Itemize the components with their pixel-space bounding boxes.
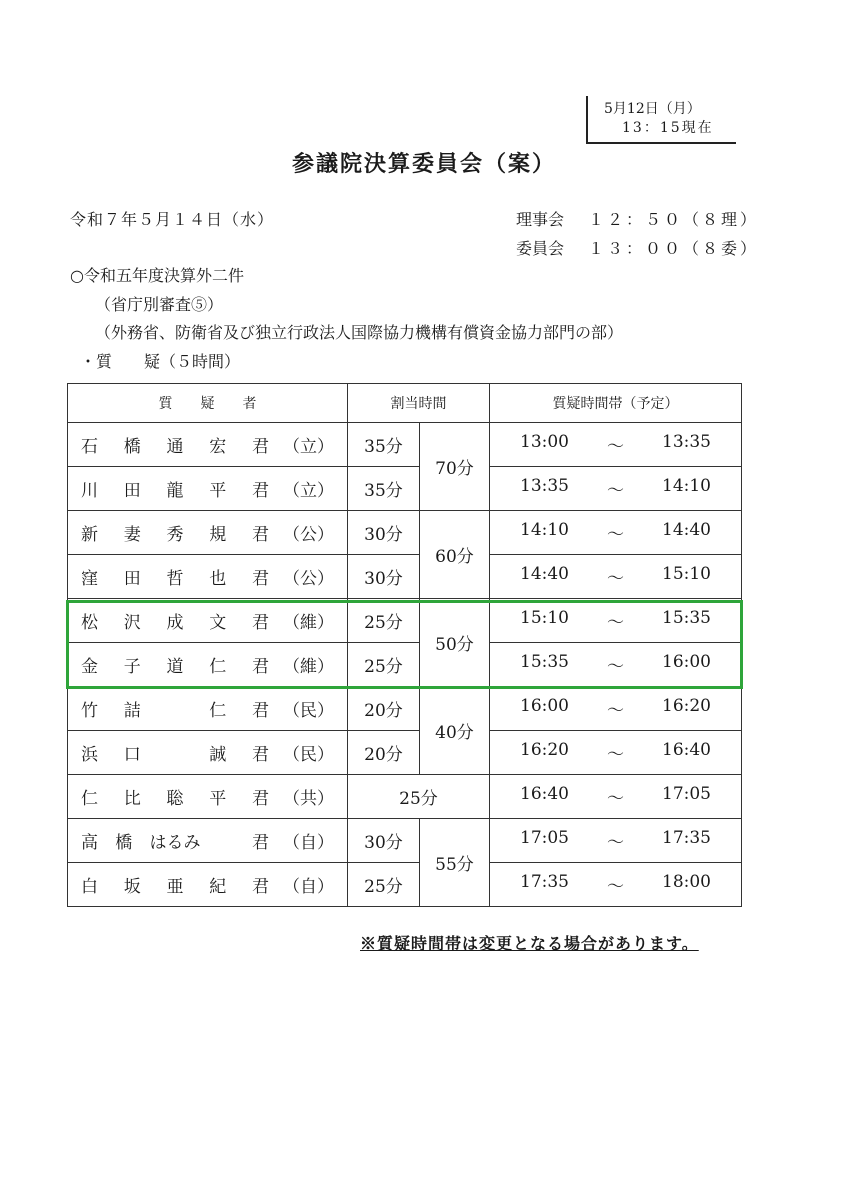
- table-row: [68, 819, 742, 863]
- slot-separator: 〜: [607, 877, 624, 897]
- name-char: 龍: [166, 481, 184, 501]
- party-label: （維）: [283, 613, 334, 633]
- name-char: 仁: [209, 657, 227, 677]
- name-char: 聡: [166, 789, 184, 809]
- name-char: 君: [252, 437, 269, 457]
- name-char: 文: [209, 613, 227, 633]
- name-char: 窪: [81, 569, 98, 589]
- name-char: 君: [252, 525, 269, 545]
- time-slot: [490, 740, 741, 765]
- table-row: [68, 467, 742, 511]
- name-char: 君: [252, 613, 269, 633]
- name-char: 規: [209, 525, 227, 545]
- questioner-name: [81, 564, 269, 589]
- time-slot: [490, 476, 741, 501]
- table-row: [68, 687, 742, 731]
- name-char: 仁: [81, 789, 98, 809]
- questioner-cell: [68, 467, 348, 511]
- allotted-time: 20分: [348, 731, 420, 775]
- name-char: 松: [81, 613, 98, 633]
- board-meeting-value: １２：５０（８理）: [588, 210, 760, 229]
- slot-start: 16:40: [520, 784, 569, 804]
- name-char: 君: [252, 569, 269, 589]
- header-time-slot: 質疑時間帯（予定）: [490, 384, 742, 423]
- name-char: 也: [209, 569, 227, 589]
- name-char: 君: [252, 745, 269, 765]
- slot-end: 17:05: [662, 784, 711, 804]
- stamp-time: 13：15現在: [622, 120, 714, 136]
- questioner-name: [81, 476, 269, 501]
- name-char: 誠: [209, 745, 227, 765]
- time-slot: [490, 608, 741, 633]
- slot-end: 16:20: [662, 696, 711, 716]
- name-char: 石: [81, 437, 98, 457]
- slot-separator: 〜: [607, 569, 624, 589]
- slot-end: 14:10: [662, 476, 711, 496]
- name-char: 橋: [123, 437, 141, 457]
- table-row: [68, 423, 742, 467]
- stamp-date: 5月12日（月）: [604, 101, 701, 117]
- name-char: 君: [252, 877, 269, 897]
- time-slot-cell: [490, 643, 742, 687]
- committee-meeting-time: [516, 236, 759, 259]
- name-char: 田: [123, 481, 141, 501]
- time-slot-cell: [490, 467, 742, 511]
- name-char: 紀: [209, 877, 227, 897]
- time-slot-cell: [490, 555, 742, 599]
- slot-start: 14:10: [520, 520, 569, 540]
- slot-start: 13:35: [520, 476, 569, 496]
- table-row: [68, 643, 742, 687]
- slot-separator: 〜: [607, 437, 624, 457]
- party-label: （維）: [283, 657, 334, 677]
- questioner-name: [81, 828, 269, 853]
- name-char: 君: [252, 833, 269, 853]
- name-char: はるみ: [149, 833, 201, 853]
- name-char: 道: [166, 657, 184, 677]
- slot-separator: 〜: [607, 525, 624, 545]
- slot-start: 14:40: [520, 564, 569, 584]
- board-meeting-time: [516, 207, 759, 230]
- time-slot-cell: [490, 819, 742, 863]
- name-char: 坂: [123, 877, 141, 897]
- table-row: [68, 863, 742, 907]
- name-char: 浜: [81, 745, 98, 765]
- name-char: 沢: [123, 613, 141, 633]
- slot-separator: 〜: [607, 745, 624, 765]
- questioner-cell: [68, 423, 348, 467]
- party-label: （公）: [283, 569, 334, 589]
- slot-end: 16:00: [662, 652, 711, 672]
- questioner-cell: [68, 555, 348, 599]
- name-char: 平: [209, 481, 227, 501]
- table-header-row: [68, 384, 742, 423]
- allotted-time: 30分: [348, 511, 420, 555]
- slot-separator: 〜: [607, 701, 624, 721]
- slot-start: 16:20: [520, 740, 569, 760]
- questioner-cell: [68, 511, 348, 555]
- committee-meeting-value: １３：００（８委）: [588, 239, 760, 258]
- questioner-cell: [68, 643, 348, 687]
- name-char: 秀: [166, 525, 184, 545]
- name-char: 竹: [81, 701, 98, 721]
- table-row: [68, 555, 742, 599]
- allotted-time: 30分: [348, 555, 420, 599]
- allotted-time: 30分: [348, 819, 420, 863]
- questioner-cell: [68, 819, 348, 863]
- slot-start: 15:35: [520, 652, 569, 672]
- name-char: 平: [209, 789, 227, 809]
- slot-start: 13:00: [520, 432, 569, 452]
- name-char: 子: [123, 657, 141, 677]
- slot-start: 16:00: [520, 696, 569, 716]
- slot-start: 17:05: [520, 828, 569, 848]
- questioner-name: [81, 696, 269, 721]
- as-of-stamp: [586, 96, 736, 144]
- party-label: （民）: [283, 701, 334, 721]
- name-char: 宏: [209, 437, 227, 457]
- slot-separator: 〜: [607, 613, 624, 633]
- party-label: （民）: [283, 745, 334, 765]
- slot-end: 16:40: [662, 740, 711, 760]
- header-allotted-time: 割当時間: [348, 384, 490, 423]
- party-total-time: 55分: [420, 819, 490, 907]
- slot-separator: 〜: [607, 789, 624, 809]
- name-char: 哲: [166, 569, 184, 589]
- board-meeting-label: 理事会: [516, 210, 565, 229]
- slot-separator: 〜: [607, 657, 624, 677]
- name-char: 白: [81, 877, 98, 897]
- allotted-time: 25分: [348, 599, 420, 643]
- time-slot: [490, 696, 741, 721]
- slot-start: 15:10: [520, 608, 569, 628]
- table-row: [68, 731, 742, 775]
- time-slot-cell: [490, 775, 742, 819]
- name-char: 詰: [123, 701, 141, 721]
- questioner-name: [81, 652, 269, 677]
- party-total-time: 70分: [420, 423, 490, 511]
- party-total-time: 40分: [420, 687, 490, 775]
- time-slot: [490, 652, 741, 677]
- table-row: [68, 775, 742, 819]
- agenda-item: ○令和五年度決算外二件: [70, 266, 244, 285]
- slot-end: 14:40: [662, 520, 711, 540]
- name-char: [167, 696, 184, 721]
- meeting-date: 令和７年５月１４日（水）: [70, 210, 275, 229]
- table-row: [68, 511, 742, 555]
- name-char: 亜: [166, 877, 184, 897]
- allotted-time: 35分: [348, 423, 420, 467]
- name-char: 金: [81, 657, 98, 677]
- name-char: 新: [81, 525, 98, 545]
- name-char: 田: [123, 569, 141, 589]
- name-char: 妻: [123, 525, 141, 545]
- name-char: 橋: [115, 833, 133, 853]
- page-title: 参議院決算委員会（案）: [291, 151, 556, 177]
- name-char: 川: [81, 481, 98, 501]
- name-char: 高: [81, 833, 98, 853]
- time-slot: [490, 520, 741, 545]
- name-char: 君: [252, 701, 269, 721]
- slot-end: 15:10: [662, 564, 711, 584]
- slot-start: 17:35: [520, 872, 569, 892]
- questioner-cell: [68, 687, 348, 731]
- slot-end: 13:35: [662, 432, 711, 452]
- time-slot-cell: [490, 511, 742, 555]
- questioning-schedule-table: [67, 383, 742, 907]
- name-char: 成: [166, 613, 184, 633]
- name-char: 通: [166, 437, 184, 457]
- name-char: 君: [252, 481, 269, 501]
- name-char: [167, 740, 184, 765]
- slot-end: 18:00: [662, 872, 711, 892]
- time-slot: [490, 432, 741, 457]
- allotted-time: 20分: [348, 687, 420, 731]
- header-questioner: 質 疑 者: [68, 384, 348, 423]
- table-row: [68, 599, 742, 643]
- time-slot: [490, 564, 741, 589]
- questioner-cell: [68, 863, 348, 907]
- questioner-name: [81, 740, 269, 765]
- questioner-cell: [68, 731, 348, 775]
- name-char: 君: [252, 657, 269, 677]
- party-label: （立）: [283, 437, 334, 457]
- party-label: （立）: [283, 481, 334, 501]
- agenda-subitem: （外務省、防衛省及び独立行政法人国際協力機構有償資金協力部門の部）: [95, 323, 624, 342]
- party-label: （公）: [283, 525, 334, 545]
- name-char: 君: [252, 789, 269, 809]
- footnote: ※質疑時間帯は変更となる場合があります。: [360, 934, 699, 953]
- name-char: 比: [123, 789, 141, 809]
- name-char: [218, 828, 235, 853]
- allotted-time: 35分: [348, 467, 420, 511]
- slot-end: 15:35: [662, 608, 711, 628]
- name-char: 口: [123, 745, 141, 765]
- questioner-name: [81, 432, 269, 457]
- agenda-subitem: ・質 疑（５時間）: [80, 352, 241, 371]
- party-label: （共）: [283, 789, 334, 809]
- time-slot-cell: [490, 423, 742, 467]
- allotted-time: 25分: [348, 643, 420, 687]
- questioner-name: [81, 784, 269, 809]
- questioner-cell: [68, 775, 348, 819]
- time-slot-cell: [490, 731, 742, 775]
- time-slot-cell: [490, 687, 742, 731]
- slot-separator: 〜: [607, 481, 624, 501]
- committee-meeting-label: 委員会: [516, 239, 565, 258]
- questioner-cell: [68, 599, 348, 643]
- agenda-subitem: （省庁別審査⑤）: [95, 295, 224, 314]
- questioner-name: [81, 608, 269, 633]
- party-label: （自）: [283, 877, 334, 897]
- allotted-time: 25分: [348, 863, 420, 907]
- time-slot: [490, 784, 741, 809]
- allotted-time-combined: 25分: [348, 775, 490, 819]
- party-total-time: 50分: [420, 599, 490, 687]
- time-slot-cell: [490, 863, 742, 907]
- party-total-time: 60分: [420, 511, 490, 599]
- party-label: （自）: [283, 833, 334, 853]
- time-slot-cell: [490, 599, 742, 643]
- slot-separator: 〜: [607, 833, 624, 853]
- name-char: 仁: [209, 701, 227, 721]
- time-slot: [490, 828, 741, 853]
- slot-end: 17:35: [662, 828, 711, 848]
- time-slot: [490, 872, 741, 897]
- questioner-name: [81, 872, 269, 897]
- questioner-name: [81, 520, 269, 545]
